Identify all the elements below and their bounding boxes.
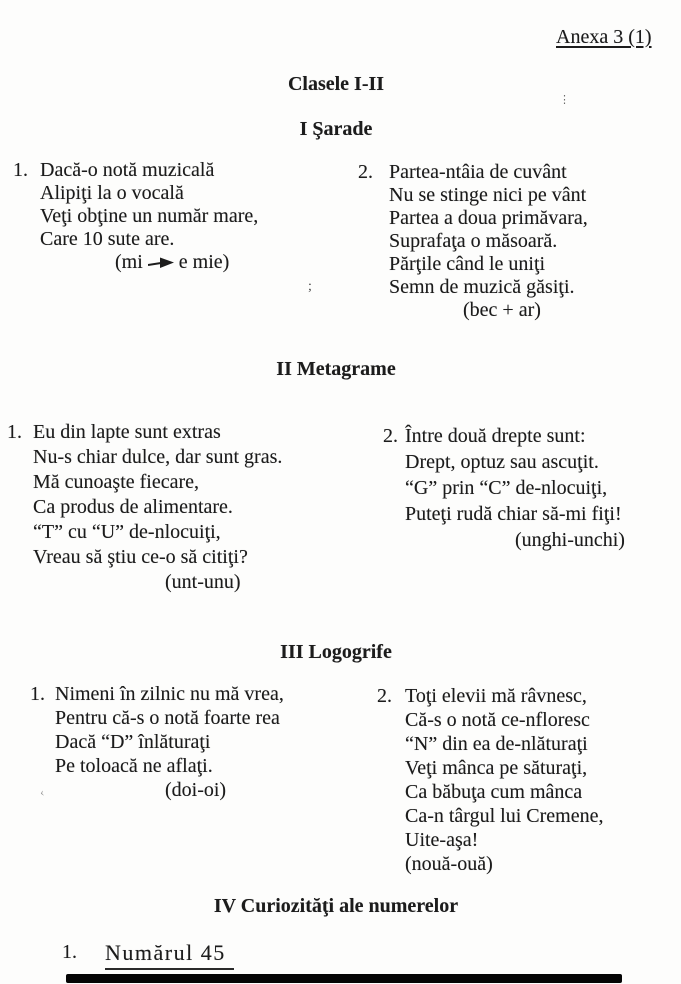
verse-line: Veţi obţine un număr mare, bbox=[40, 205, 259, 227]
riddle-answer bbox=[115, 251, 258, 274]
verse-line: Suprafaţa o măsoară. bbox=[389, 230, 558, 252]
answer-prefix: (mi bbox=[115, 251, 143, 273]
verse-line: Care 10 sute are. bbox=[40, 228, 175, 250]
verse-line: Partea a doua primăvara, bbox=[389, 207, 588, 229]
verse-line: Dacă “D” înlăturaţi bbox=[55, 731, 211, 753]
riddle-number: 2. bbox=[383, 425, 398, 447]
riddle-verses bbox=[405, 684, 603, 852]
verse-line: Mă cunoaşte fiecare, bbox=[33, 471, 200, 493]
riddle-sarade-1 bbox=[13, 159, 258, 274]
underlined-item-title: Numărul 45 bbox=[105, 940, 234, 970]
verse-line: Veţi mânca pe săturaţi, bbox=[405, 757, 588, 779]
riddle-number: 1. bbox=[30, 683, 45, 705]
verse-line: Pe toloacă ne aflaţi. bbox=[55, 755, 213, 777]
verse-line: Pentru că-s o notă foarte rea bbox=[55, 707, 280, 729]
item-number: 1. bbox=[62, 941, 77, 963]
riddle-answer: (unt-unu) bbox=[165, 571, 241, 593]
section-heading-logogrife: III Logogrife bbox=[280, 641, 392, 663]
riddle-metagrame-1 bbox=[7, 420, 282, 595]
riddle-verses bbox=[389, 161, 588, 299]
riddle-logogrife-2 bbox=[377, 684, 603, 876]
curiosity-item-numarul-45 bbox=[62, 940, 234, 970]
riddle-answer: (doi-oi) bbox=[165, 779, 227, 801]
verse-line: Partea-ntâia de cuvânt bbox=[389, 161, 567, 183]
verse-line: Uite-aşa! bbox=[405, 829, 479, 851]
riddle-verses bbox=[405, 423, 625, 527]
page-title: Clasele I-II bbox=[287, 73, 385, 95]
verse-line: Dacă-o notă muzicală bbox=[40, 159, 215, 181]
verse-line: Vreau să ştiu ce-o să citiţi? bbox=[33, 546, 248, 568]
scan-edge-bar bbox=[66, 974, 622, 983]
verse-line: Ca-n târgul lui Cremene, bbox=[405, 805, 604, 827]
verse-line: Alipiţi la o vocală bbox=[40, 182, 184, 204]
verse-line: Toţi elevii mă râvnesc, bbox=[405, 685, 587, 707]
riddle-verses bbox=[33, 420, 282, 570]
verse-line: Nu-s chiar dulce, dar sunt gras. bbox=[33, 446, 283, 468]
verse-line: Drept, optuz sau ascuţit. bbox=[405, 451, 599, 473]
answer-suffix: e mie) bbox=[178, 251, 230, 273]
annex-label: Anexa 3 (1) bbox=[556, 26, 652, 48]
section-heading-metagrame: II Metagrame bbox=[276, 358, 396, 380]
verse-line: “N” din ea de-nlăturaţi bbox=[405, 733, 588, 755]
riddle-logogrife-1 bbox=[30, 682, 284, 802]
section-heading-sarade: I Şarade bbox=[299, 118, 373, 140]
verse-line: Ca băbuţa cum mânca bbox=[405, 781, 583, 803]
verse-line: Nu se stinge nici pe vânt bbox=[389, 184, 587, 206]
verse-line: Părţile când le uniţi bbox=[389, 253, 546, 275]
verse-line: Eu din lapte sunt extras bbox=[33, 421, 221, 443]
ink-speck: ‹ bbox=[38, 784, 46, 800]
ink-speck: ⋮ bbox=[559, 94, 570, 106]
riddle-answer: (bec + ar) bbox=[463, 299, 541, 321]
verse-line: Că-s o notă ce-nfloresc bbox=[405, 709, 590, 731]
riddle-answer: (unghi-unchi) bbox=[515, 529, 625, 551]
verse-line: Ca produs de alimentare. bbox=[33, 496, 233, 518]
ink-speck: ; bbox=[308, 279, 312, 294]
riddle-metagrame-2 bbox=[383, 423, 625, 553]
riddle-answer: (nouă-ouă) bbox=[405, 853, 493, 875]
riddle-sarade-2 bbox=[358, 161, 588, 322]
right-arrow-icon bbox=[148, 256, 174, 269]
verse-line: Semn de muzică găsiţi. bbox=[389, 276, 575, 298]
riddle-number: 1. bbox=[13, 159, 28, 181]
riddle-verses bbox=[40, 159, 258, 251]
riddle-number: 2. bbox=[358, 161, 373, 183]
riddle-verses bbox=[55, 682, 284, 778]
verse-line: Puteţi rudă chiar să-mi fiţi! bbox=[405, 503, 622, 525]
verse-line: “G” prin “C” de-nlocuiţi, bbox=[405, 477, 608, 499]
section-heading-curiozitati: IV Curiozităţi ale numerelor bbox=[213, 895, 459, 917]
verse-line: Nimeni în zilnic nu mă vrea, bbox=[55, 683, 284, 705]
verse-line: “T” cu “U” de-nlocuiţi, bbox=[33, 521, 221, 543]
riddle-number: 2. bbox=[377, 685, 392, 707]
verse-line: Între două drepte sunt: bbox=[405, 425, 586, 447]
riddle-number: 1. bbox=[7, 421, 22, 443]
